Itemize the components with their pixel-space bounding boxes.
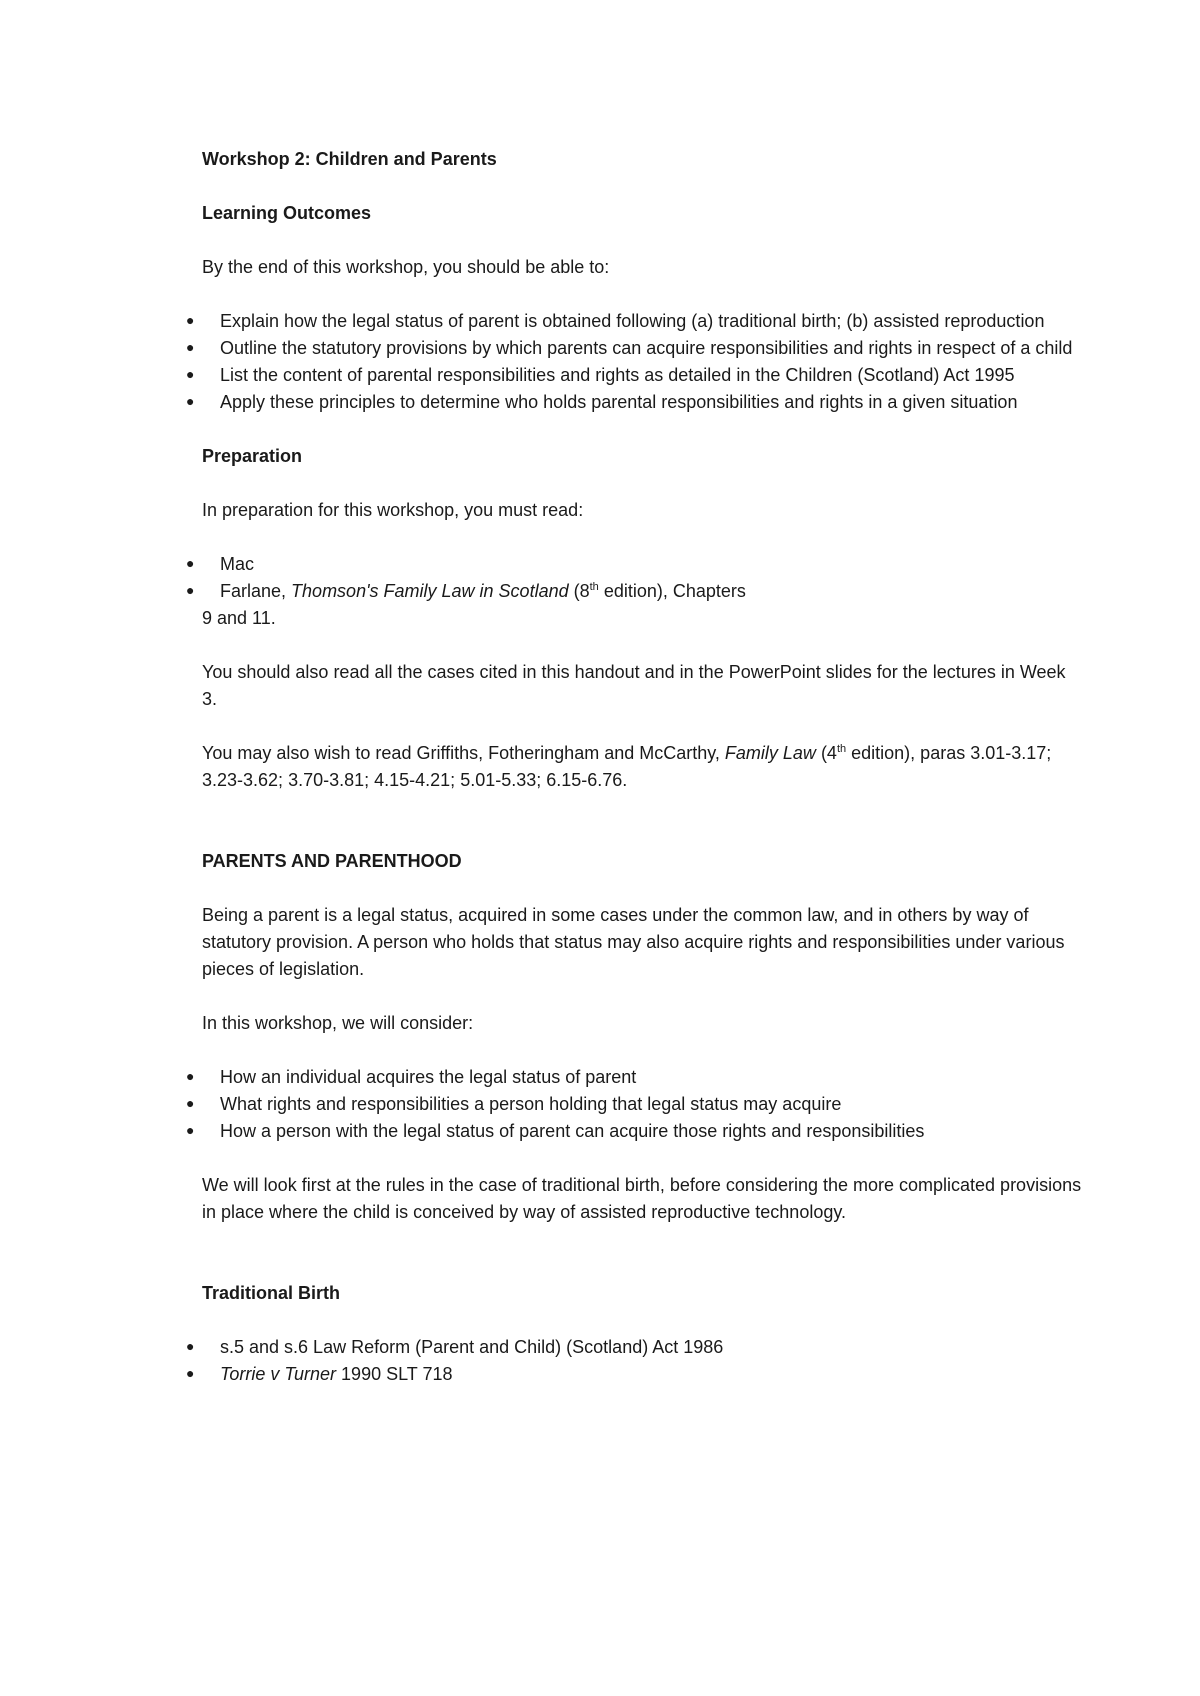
bullet-icon: ● [186,582,195,598]
document-body [186,146,1082,1388]
case-name: Torrie v Turner [220,1364,337,1384]
parents-heading: PARENTS AND PARENTHOOD [202,851,462,871]
preparation-heading: Preparation [202,446,303,466]
list-item: ● Outline the statutory provisions by which parents can acquire responsibilities and rights in respect of a child [186,338,1073,358]
traditional-birth-list [186,1334,1082,1388]
learning-outcomes-list [186,308,1082,416]
bullet-icon: ● [186,1095,195,1111]
reading-list [186,551,1082,605]
bullet-icon: ● [186,1068,195,1084]
list-item: ● Explain how the legal status of parent is obtained following (a) traditional birth; (b) assisted reproduction [186,311,1045,331]
list-item: ● How a person with the legal status of parent can acquire those rights and responsibilities [186,1121,925,1141]
also-read-paragraph: You should also read all the cases cited in this handout and in the PowerPoint slides for the lectures in Week 3. [202,662,1066,709]
parents-paragraph-1: Being a parent is a legal status, acquired in some cases under the common law, and in others by way of statutory provision. A person who holds that status may also acquire rights and responsibilities under various pieces of legislation. [202,905,1065,979]
list-item: ● Torrie v Turner 1990 SLT 718 [186,1364,453,1384]
document-title: Workshop 2: Children and Parents [202,149,497,169]
list-item: ● What rights and responsibilities a person holding that legal status may acquire [186,1094,842,1114]
bullet-icon: ● [186,393,195,409]
bullet-icon: ● [186,1122,195,1138]
list-item: ● Apply these principles to determine who holds parental responsibilities and rights in a given situation [186,392,1018,412]
learning-outcomes-heading: Learning Outcomes [202,203,372,223]
list-item: ● Mac [186,554,255,574]
reading-list-continuation: 9 and 11. [202,608,276,628]
preparation-intro: In preparation for this workshop, you must read: [202,500,584,520]
book-title: Family Law [724,743,816,763]
list-item: ● How an individual acquires the legal status of parent [186,1067,637,1087]
parents-paragraph-2: We will look first at the rules in the case of traditional birth, before considering the more complicated provisions in place where the child is conceived by way of assisted reproductive technology. [202,1175,1082,1222]
bullet-icon: ● [186,1338,195,1354]
list-item: ● List the content of parental responsibilities and rights as detailed in the Children (Scotland) Act 1995 [186,365,1015,385]
bullet-icon: ● [186,339,195,355]
traditional-birth-heading: Traditional Birth [202,1283,341,1303]
list-item: ● s.5 and s.6 Law Reform (Parent and Child) (Scotland) Act 1986 [186,1337,724,1357]
bullet-icon: ● [186,312,195,328]
learning-outcomes-intro: By the end of this workshop, you should be able to: [202,257,610,277]
bullet-icon: ● [186,1365,195,1381]
consider-list [186,1064,1082,1145]
bullet-icon: ● [186,366,195,382]
book-title: Thomson's Family Law in Scotland [291,581,569,601]
bullet-icon: ● [186,555,195,571]
parents-intro: In this workshop, we will consider: [202,1013,474,1033]
further-reading-paragraph: You may also wish to read Griffiths, Fotheringham and McCarthy, Family Law (4th edition), paras 3.01-3.17; 3.23-3.62; 3.70-3.81; 4.15-4.21; 5.01-5.33; 6.15-6.76. [202,743,1052,790]
list-item: ● Farlane, Thomson's Family Law in Scotland (8th edition), Chapters [186,581,746,601]
